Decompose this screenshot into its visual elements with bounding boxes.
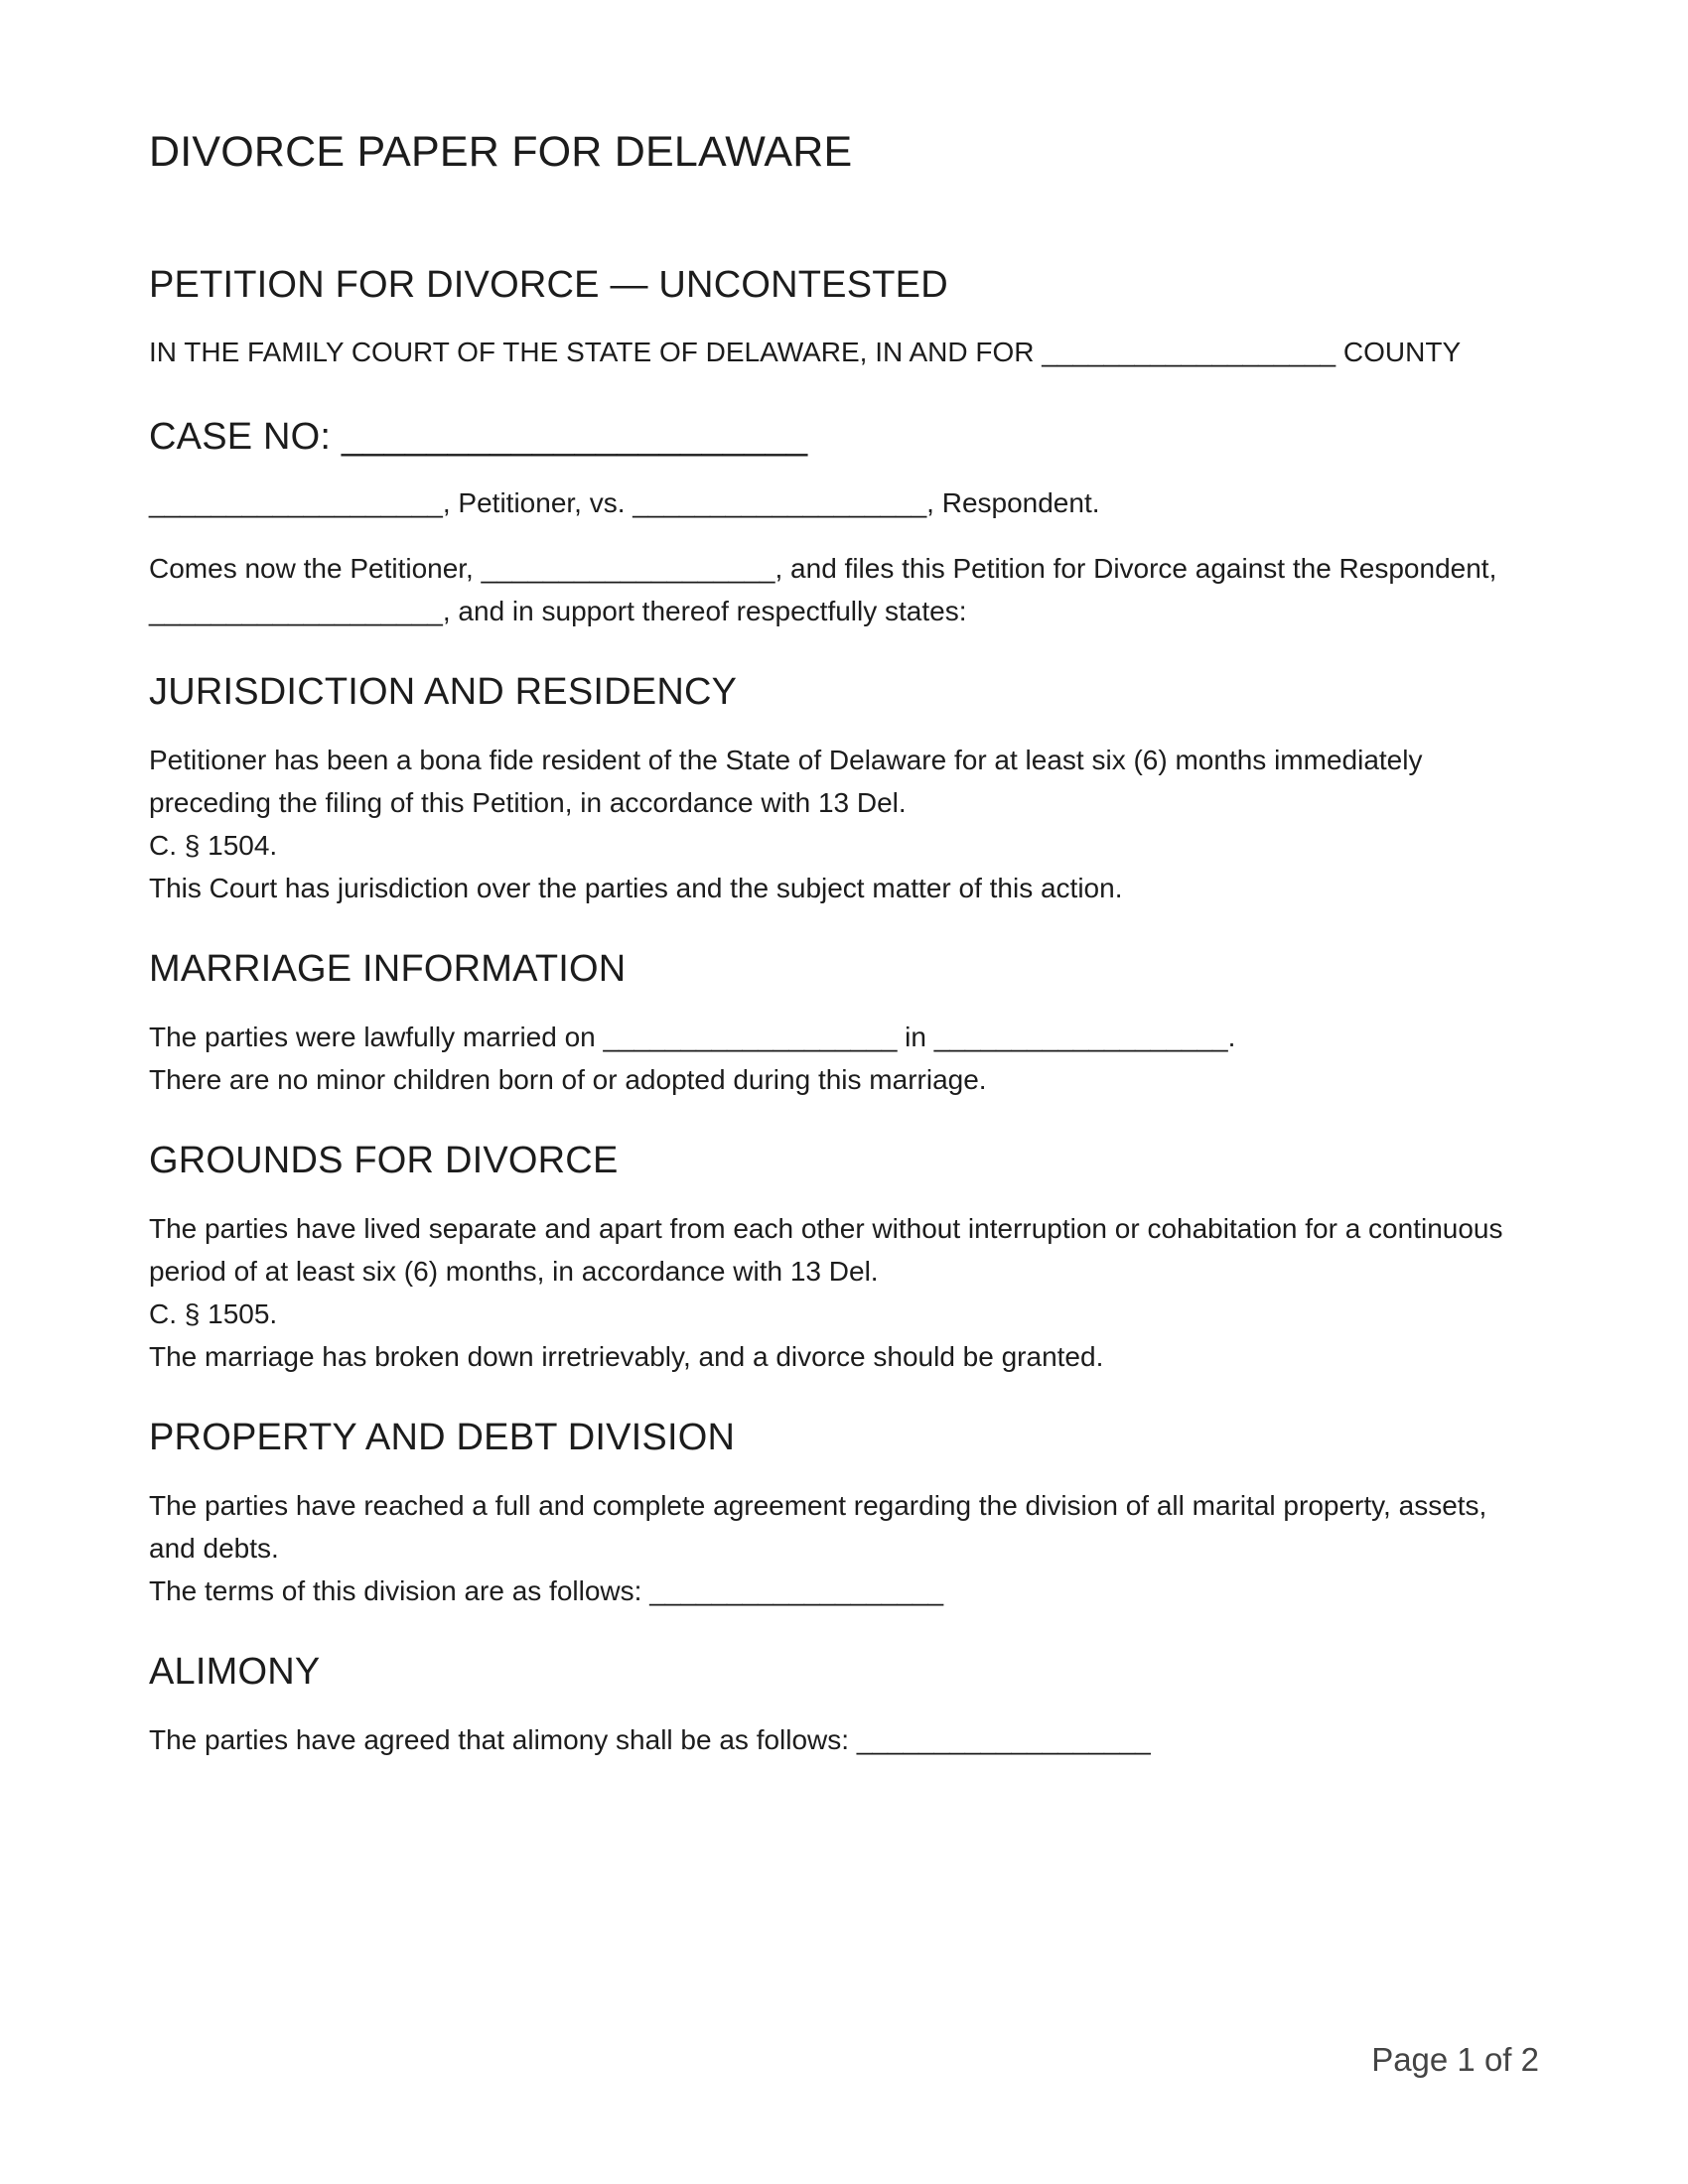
section-heading-grounds: GROUNDS FOR DIVORCE (149, 1140, 619, 1181)
body-line: Petitioner has been a bona fide resident of the State of Delaware for at least six (6) months immediately preceding the filing of this Petition, in accordance with 13 Del. (149, 745, 1423, 818)
page-number: Page 1 of 2 (1371, 2041, 1539, 2078)
body-line: The parties were lawfully married on ___________________ in ___________________. (149, 1022, 1236, 1052)
section-body-grounds (149, 1207, 1539, 1378)
section-heading-marriage: MARRIAGE INFORMATION (149, 948, 627, 990)
body-line: The parties have lived separate and apart from each other without interruption or cohabitation for a continuous period of at least six (6) months, in accordance with 13 Del. (149, 1213, 1503, 1287)
section-heading-property: PROPERTY AND DEBT DIVISION (149, 1417, 736, 1458)
body-line: The marriage has broken down irretrievably, and a divorce should be granted. (149, 1341, 1104, 1372)
body-line: The terms of this division are as follows: ___________________ (149, 1575, 944, 1606)
parties-line: ___________________, Petitioner, vs. ___________________, Respondent. (149, 487, 1100, 518)
petition-heading: PETITION FOR DIVORCE — UNCONTESTED (149, 264, 948, 306)
document-page (149, 0, 1539, 2184)
section-heading-alimony: ALIMONY (149, 1651, 321, 1693)
case-number: CASE NO: ______________________ (149, 416, 808, 458)
section-heading-jurisdiction: JURISDICTION AND RESIDENCY (149, 671, 738, 713)
section-body-jurisdiction (149, 739, 1539, 909)
section-body-marriage (149, 1016, 1539, 1101)
section-body-property (149, 1484, 1539, 1612)
body-line: C. § 1504. (149, 830, 278, 861)
body-line: There are no minor children born of or adopted during this marriage. (149, 1064, 987, 1095)
intro-paragraph: Comes now the Petitioner, ___________________, and files this Petition for Divorce against the Respondent, ___________________, and in support thereof respectfully states: (149, 553, 1497, 626)
court-line: IN THE FAMILY COURT OF THE STATE OF DELAWARE, IN AND FOR ___________________ COUNTY (149, 337, 1462, 367)
body-line: The parties have agreed that alimony shall be as follows: ___________________ (149, 1724, 1151, 1755)
section-body-alimony (149, 1718, 1539, 1761)
body-line: This Court has jurisdiction over the parties and the subject matter of this action. (149, 873, 1123, 903)
document-body (149, 260, 1539, 1761)
body-line: C. § 1505. (149, 1298, 278, 1329)
body-line: The parties have reached a full and complete agreement regarding the division of all marital property, assets, and debts. (149, 1490, 1487, 1564)
document-title: DIVORCE PAPER FOR DELAWARE (149, 128, 853, 176)
